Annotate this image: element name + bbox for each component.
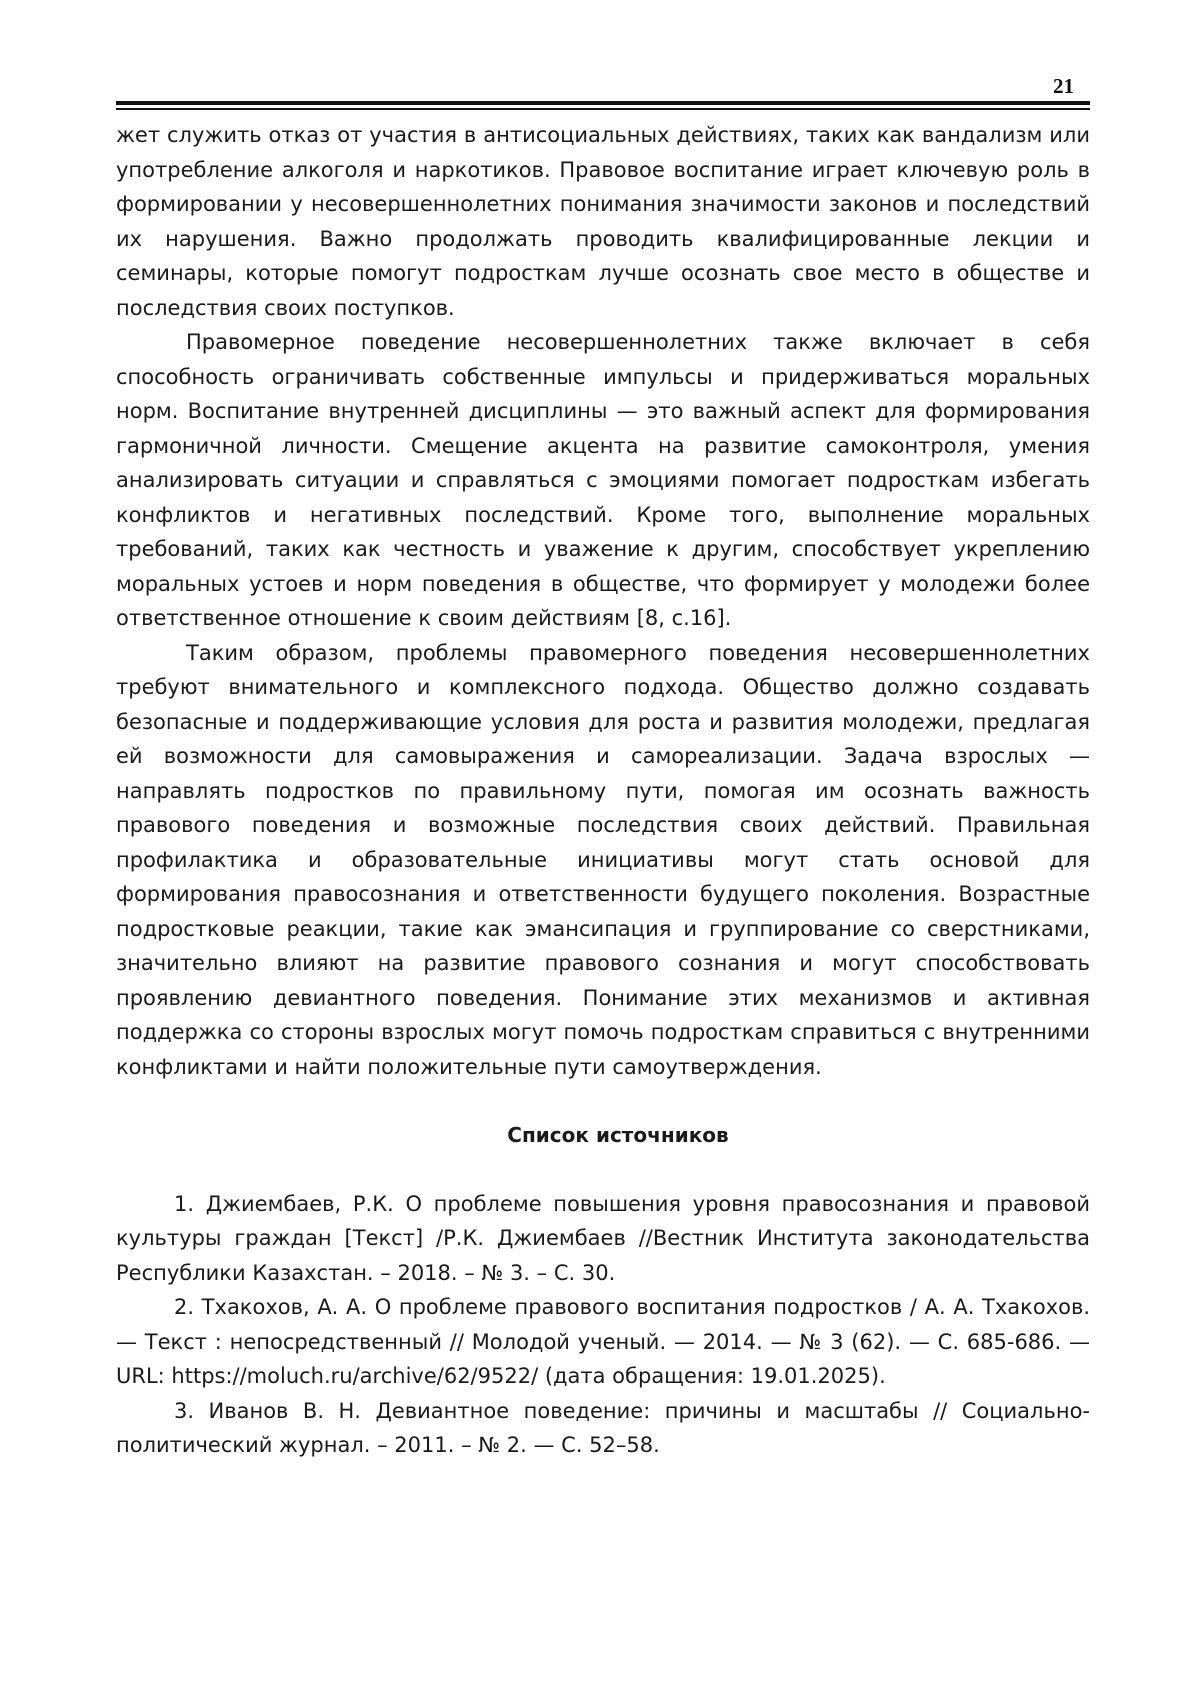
sources-title: Список источников bbox=[507, 1123, 729, 1147]
header-rule-thin bbox=[116, 108, 1090, 110]
body-paragraph: Правомерное поведение несовершеннолетних также включает в себя способность ограничивать собственные импульсы и придерживаться моральных норм. Воспитание внутренней дисциплины — это важный аспект для формирования гармоничной личности. Смещение акцента на развитие самоконтроля, умения анализировать ситуации и справляться с эмоциями помогает подросткам избегать конфликтов и негативных последствий. Кроме того, выполнение моральных требований, таких как честность и уважение к другим, способствует укреплению моральных устоев и норм поведения в обществе, что формирует у молодежи более ответственное отношение к своим действиям [8, с.16]. bbox=[116, 330, 1090, 630]
body-paragraph: жет служить отказ от участия в антисоциальных действиях, таких как вандализм или употребление алкоголя и наркотиков. Правовое воспитание играет ключевую роль в формировании у несовершеннолетних понимания значимости законов и последствий их нарушения. Важно продолжать проводить квалифицированные лекции и семинары, которые помогут подросткам лучше осознать свое место в обществе и последствия своих поступков. bbox=[116, 123, 1090, 320]
page-content bbox=[116, 118, 1090, 1463]
source-item: 3. Иванов В. Н. Девиантное поведение: причины и масштабы // Социально-политический журнал. – 2011. – № 2. — С. 52–58. bbox=[116, 1398, 1090, 1457]
body-paragraph: Таким образом, проблемы правомерного поведения несовершеннолетних требуют внимательного и комплексного подхода. Общество должно создавать безопасные и поддерживающие условия для роста и развития молодежи, предлагая ей возможности для самовыражения и самореализации. Задача взрослых — направлять подростков по правильному пути, помогая им осознать важность правового поведения и возможные последствия своих действий. Правильная профилактика и образовательные инициативы могут стать основой для формирования правосознания и ответственности будущего поколения. Возрастные подростковые реакции, такие как эмансипация и группирование со сверстниками, значительно влияют на развитие правового сознания и могут способствовать проявлению девиантного поведения. Понимание этих механизмов и активная поддержка со стороны взрослых могут помочь подросткам справиться с внутренними конфликтами и найти положительные пути самоутверждения. bbox=[116, 640, 1090, 1079]
page-number: 21 bbox=[1053, 74, 1074, 98]
header-rule-thick bbox=[116, 101, 1090, 105]
source-item: 2. Тхакохов, А. А. О проблеме правового воспитания подростков / А. А. Тхакохов. — Текст : непосредственный // Молодой ученый. — 2014. — № 3 (62). — С. 685-686. — URL: https://moluch.ru/archive/62/9522/ (дата обращения: 19.01.2025). bbox=[116, 1295, 1090, 1388]
source-item: 1. Джиембаев, Р.К. О проблеме повышения уровня правосознания и правовой культуры граждан [Текст] /Р.К. Джиембаев //Вестник Института законодательства Республики Казахстан. – 2018. – № 3. – С. 30. bbox=[116, 1191, 1090, 1285]
